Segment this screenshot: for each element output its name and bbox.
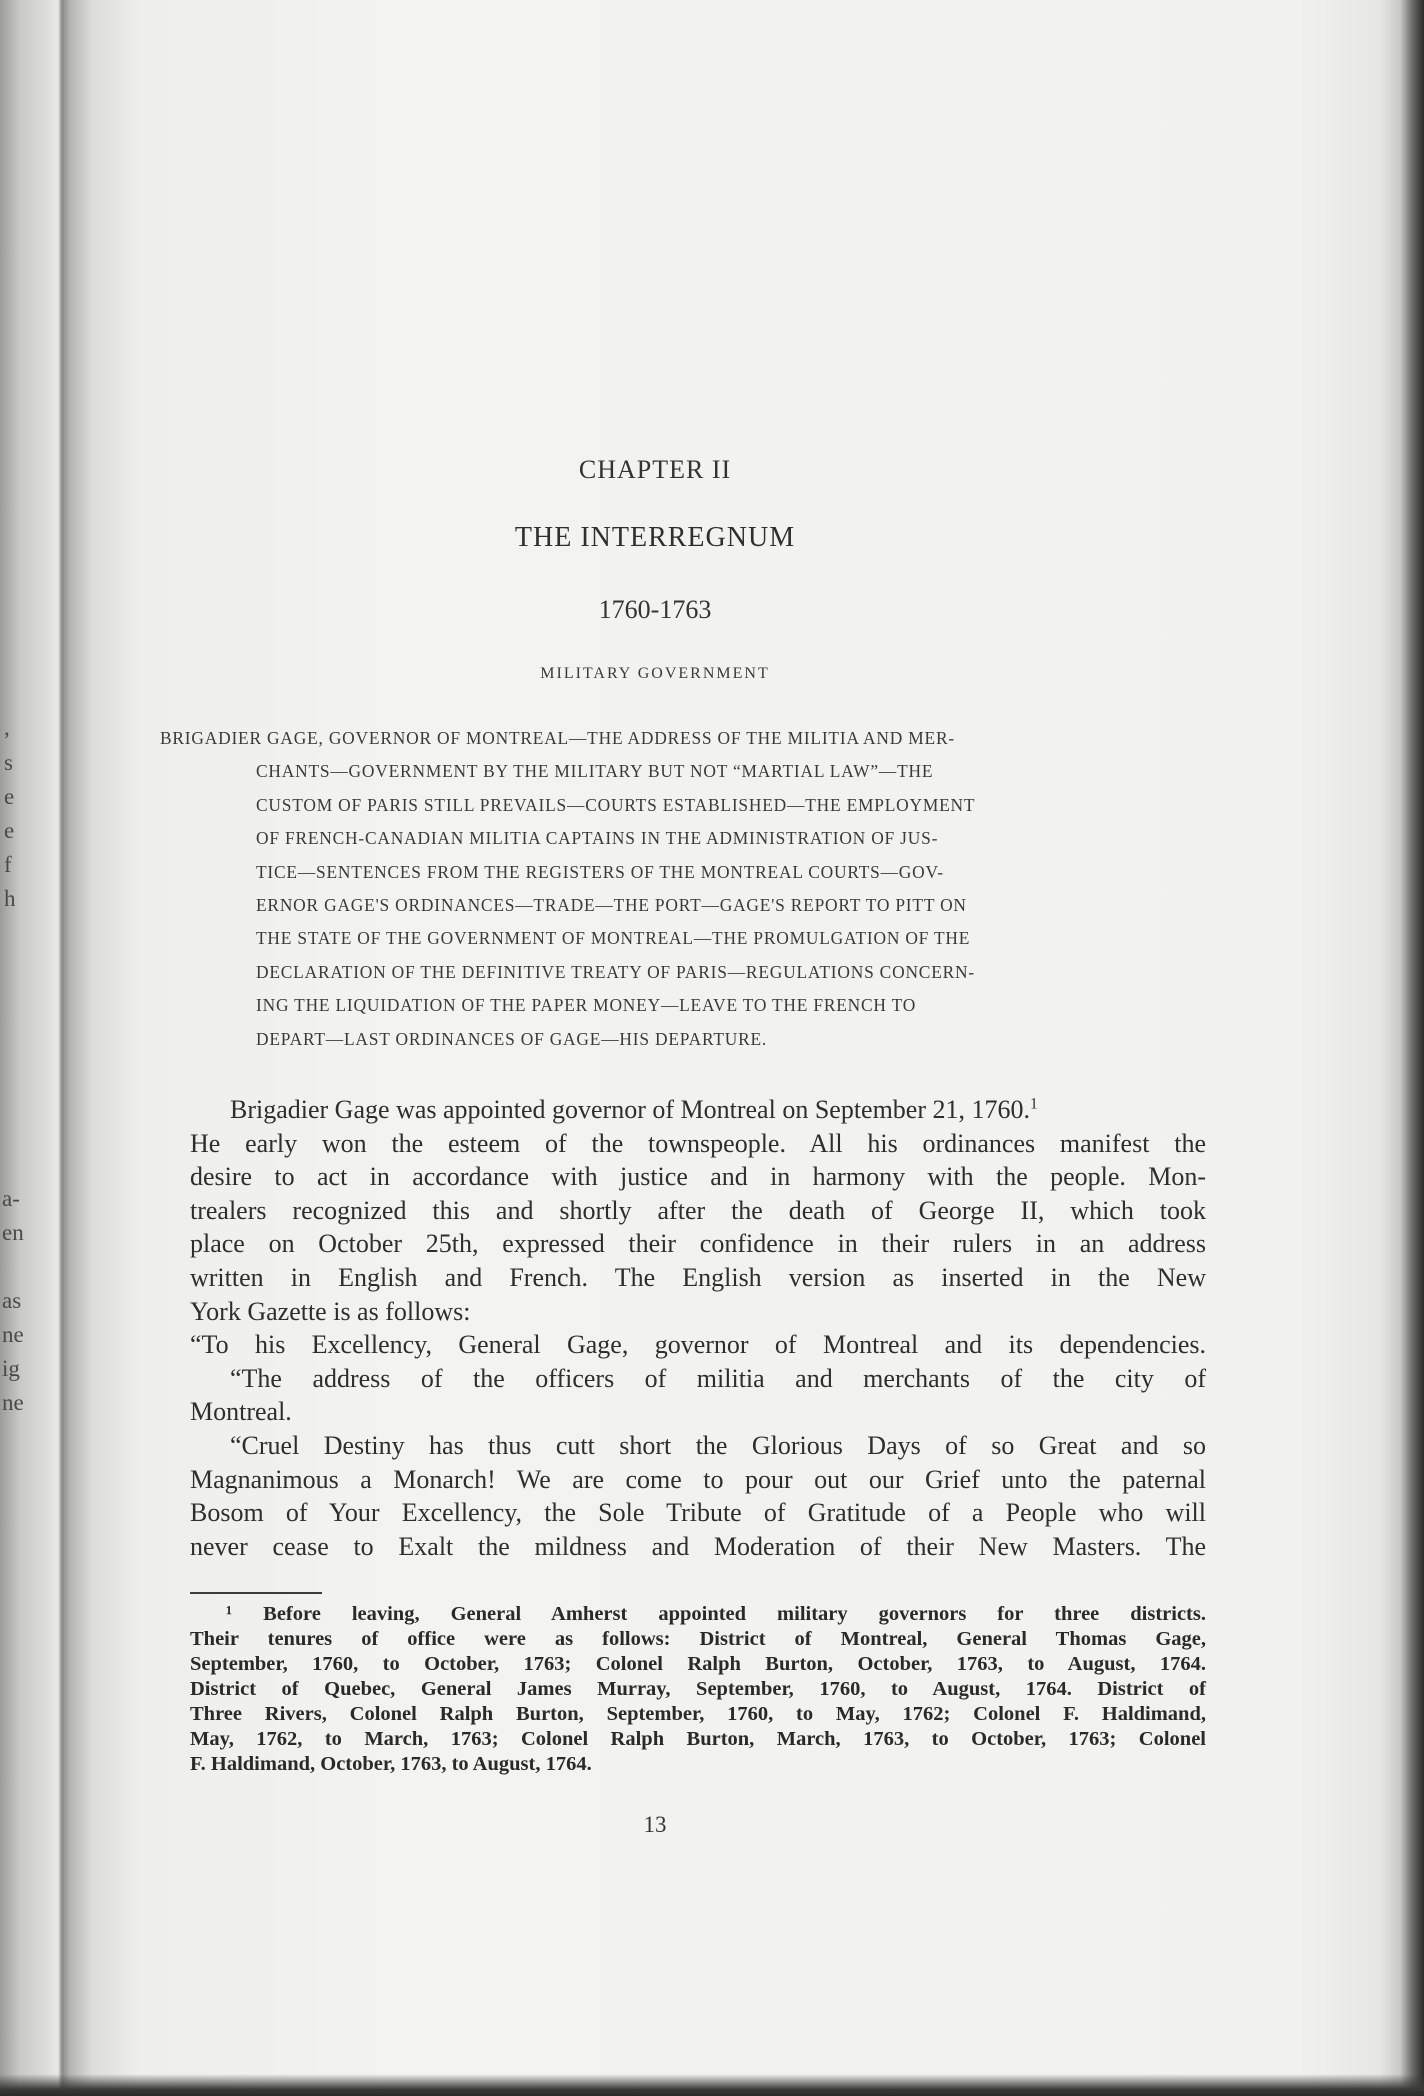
footnote-rule	[190, 1592, 322, 1594]
footnote	[190, 1602, 1206, 1777]
footnote-marker: 1	[1030, 1095, 1038, 1113]
body-line-text: desire to act in accordance with justice and in harmony with the people. Mon-	[190, 1162, 1206, 1192]
footnote-line: Their tenures of office were as follows: District of Montreal, General Thomas Gage,	[190, 1628, 1206, 1650]
body-line	[190, 1127, 1206, 1161]
section-title: MILITARY GOVERNMENT	[540, 665, 770, 682]
previous-page-fragment: f	[4, 852, 12, 877]
body-line	[190, 1463, 1206, 1497]
synopsis-line: OF FRENCH-CANADIAN MILITIA CAPTAINS IN THE ADMINISTRATION OF JUS-	[256, 828, 939, 849]
footnote-line: F. Haldimand, October, 1763, to August, 1764.	[190, 1753, 592, 1775]
body-line	[190, 1227, 1206, 1261]
previous-page-fragment: a-	[2, 1186, 20, 1211]
body-line-text: never cease to Exalt the mildness and Moderation of their New Masters. The	[190, 1531, 1206, 1561]
previous-page-fragment: ne	[2, 1390, 24, 1415]
body-line	[190, 1328, 1206, 1362]
body-line	[190, 1160, 1206, 1194]
body-line-text: Bosom of Your Excellency, the Sole Tribute of Gratitude of a People who will	[190, 1498, 1206, 1528]
body-line-text: trealers recognized this and shortly after the death of George II, which took	[190, 1195, 1206, 1225]
body-line-text: “Cruel Destiny has thus cutt short the Glorious Days of so Great and so	[230, 1430, 1206, 1460]
body-line	[190, 1295, 1206, 1329]
previous-page-fragment: as	[2, 1288, 22, 1313]
synopsis-line: DEPART—LAST ORDINANCES OF GAGE—HIS DEPARTURE.	[256, 1028, 768, 1049]
page	[150, 0, 1380, 2070]
footnote-line: May, 1762, to March, 1763; Colonel Ralph Burton, March, 1763, to October, 1763; Colonel	[190, 1728, 1206, 1750]
body-line	[190, 1093, 1206, 1127]
synopsis-line: ERNOR GAGE'S ORDINANCES—TRADE—THE PORT—GAGE'S REPORT TO PITT ON	[256, 894, 967, 915]
body-line-text: York Gazette is as follows:	[190, 1296, 471, 1326]
synopsis-line: THE STATE OF THE GOVERNMENT OF MONTREAL—THE PROMULGATION OF THE	[256, 928, 971, 949]
chapter-dates: 1760-1763	[598, 595, 712, 624]
footnote-line: Three Rivers, Colonel Ralph Burton, September, 1760, to May, 1762; Colonel F. Haldimand,	[190, 1703, 1206, 1725]
body-line-text: Montreal.	[190, 1397, 292, 1427]
chapter-synopsis	[160, 722, 1160, 1056]
previous-page-fragment: en	[2, 1220, 24, 1245]
footnote-line: ¹ Before leaving, General Amherst appointed military governors for three districts.	[226, 1603, 1206, 1625]
chapter-label: CHAPTER II	[578, 455, 732, 484]
previous-page-edge	[0, 0, 60, 2096]
synopsis-line: BRIGADIER GAGE, GOVERNOR OF MONTREAL—THE ADDRESS OF THE MILITIA AND MER-	[160, 728, 955, 748]
body-line-text: “To his Excellency, General Gage, governor of Montreal and its dependencies.	[190, 1330, 1206, 1360]
page-number: 13	[643, 1812, 667, 1837]
previous-page-fragment: h	[4, 886, 16, 911]
previous-page-fragment: s	[4, 750, 13, 775]
body-line	[190, 1194, 1206, 1228]
body-line-text: place on October 25th, expressed their confidence in their rulers in an address	[190, 1229, 1206, 1259]
synopsis-line: CUSTOM OF PARIS STILL PREVAILS—COURTS ESTABLISHED—THE EMPLOYMENT	[256, 794, 976, 815]
synopsis-line: CHANTS—GOVERNMENT BY THE MILITARY BUT NOT “MARTIAL LAW”—THE	[256, 761, 934, 782]
body-line-text: Brigadier Gage was appointed governor of Montreal on September 21, 1760.	[230, 1095, 1031, 1124]
body-line-text: “The address of the officers of militia and merchants of the city of	[230, 1363, 1206, 1393]
footnote-line: September, 1760, to October, 1763; Colonel Ralph Burton, October, 1763, to August, 1764.	[190, 1653, 1206, 1675]
body-line-text: Magnanimous a Monarch! We are come to pour out our Grief unto the paternal	[190, 1464, 1206, 1494]
previous-page-fragment: e	[4, 784, 15, 809]
body-line	[190, 1496, 1206, 1530]
previous-page-fragment: ne	[2, 1322, 24, 1347]
body-line	[190, 1362, 1206, 1396]
previous-page-fragment: ,	[4, 715, 10, 740]
synopsis-line: ING THE LIQUIDATION OF THE PAPER MONEY—LEAVE TO THE FRENCH TO	[256, 995, 917, 1016]
synopsis-line: TICE—SENTENCES FROM THE REGISTERS OF THE MONTREAL COURTS—GOV-	[256, 861, 944, 882]
body-line	[190, 1530, 1206, 1564]
body-line	[190, 1395, 1206, 1429]
body-text	[190, 1093, 1206, 1563]
synopsis-line: DECLARATION OF THE DEFINITIVE TREATY OF PARIS—REGULATIONS CONCERN-	[256, 961, 975, 982]
body-line	[190, 1261, 1206, 1295]
footnote-line: District of Quebec, General James Murray, September, 1760, to August, 1764. District of	[190, 1678, 1206, 1700]
body-line-text: He early won the esteem of the townspeople. All his ordinances manifest the	[190, 1128, 1206, 1158]
chapter-title: THE INTERREGNUM	[514, 522, 796, 553]
body-line-text: written in English and French. The English version as inserted in the New	[190, 1262, 1206, 1292]
body-line	[190, 1429, 1206, 1463]
previous-page-fragment: e	[4, 818, 15, 843]
previous-page-fragment: ig	[2, 1356, 20, 1381]
